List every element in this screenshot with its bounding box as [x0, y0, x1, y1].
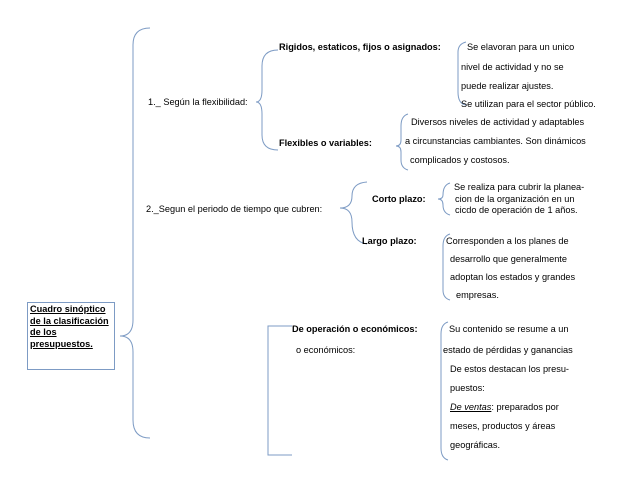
section2-bracket: [340, 182, 367, 244]
long-line-1: Corresponden a los planes de: [446, 236, 569, 246]
flex-line-3: complicados y costosos.: [410, 155, 510, 165]
section3-bracket: [268, 326, 292, 455]
flex-label: Flexibles o variables:: [279, 138, 372, 148]
operation-line-1: Su contenido se resume a un: [449, 324, 569, 334]
short-line-1: Se realiza para cubrir la planea-: [454, 182, 585, 192]
flex-line-1: Diversos niveles de actividad y adaptables: [411, 117, 585, 127]
section2-label: 2._Segun el periodo de tiempo que cubren:: [146, 204, 323, 214]
long-line-4: empresas.: [456, 290, 499, 300]
root-title: Cuadro sinóptico de la clasificación de los presupuestos.: [30, 304, 109, 349]
rigid-line-2: nivel de actividad y no se: [461, 62, 564, 72]
ventas-line: [450, 402, 559, 413]
operation-line-7: geográficas.: [450, 440, 501, 450]
operation-label-2: o económicos:: [296, 345, 356, 355]
operation-line-4: puestos:: [450, 383, 485, 393]
operation-line-6: meses, productos y áreas: [450, 421, 556, 431]
ventas-term: De ventas: [450, 402, 492, 412]
rigid-line-1: Se elavoran para un unico: [467, 42, 575, 52]
long-line-3: adoptan los estados y grandes: [450, 272, 576, 282]
long-line-2: desarrollo que generalmente: [450, 254, 567, 264]
rigid-bracket: [458, 42, 466, 105]
operation-line-3: De estos destacan los presu-: [450, 364, 569, 374]
rigid-label: Rigidos, estaticos, fijos o asignados:: [279, 42, 441, 52]
main-bracket: [120, 28, 150, 438]
root-title-box: [27, 302, 115, 370]
rigid-line-3: puede realizar ajustes.: [461, 81, 554, 91]
long-label: Largo plazo:: [362, 236, 417, 246]
short-label: Corto plazo:: [372, 194, 426, 204]
rigid-line-4: Se utilizan para el sector público.: [461, 99, 596, 109]
flex-line-2: a circunstancias cambiantes. Son dinámicos: [405, 136, 586, 146]
section1-label: 1._ Según la flexibilidad:: [148, 97, 248, 107]
short-line-2: cion de la organización en un: [455, 194, 575, 204]
short-bracket: [438, 183, 450, 215]
short-line-3: cicdo de operación de 1 años.: [455, 205, 578, 215]
operation-line-2: estado de pérdidas y ganancias: [443, 345, 573, 355]
ventas-rest: : preparados por: [491, 402, 559, 412]
section1-bracket: [256, 50, 278, 150]
operation-label: De operación o económicos:: [292, 324, 418, 334]
operation-bracket: [441, 322, 448, 460]
